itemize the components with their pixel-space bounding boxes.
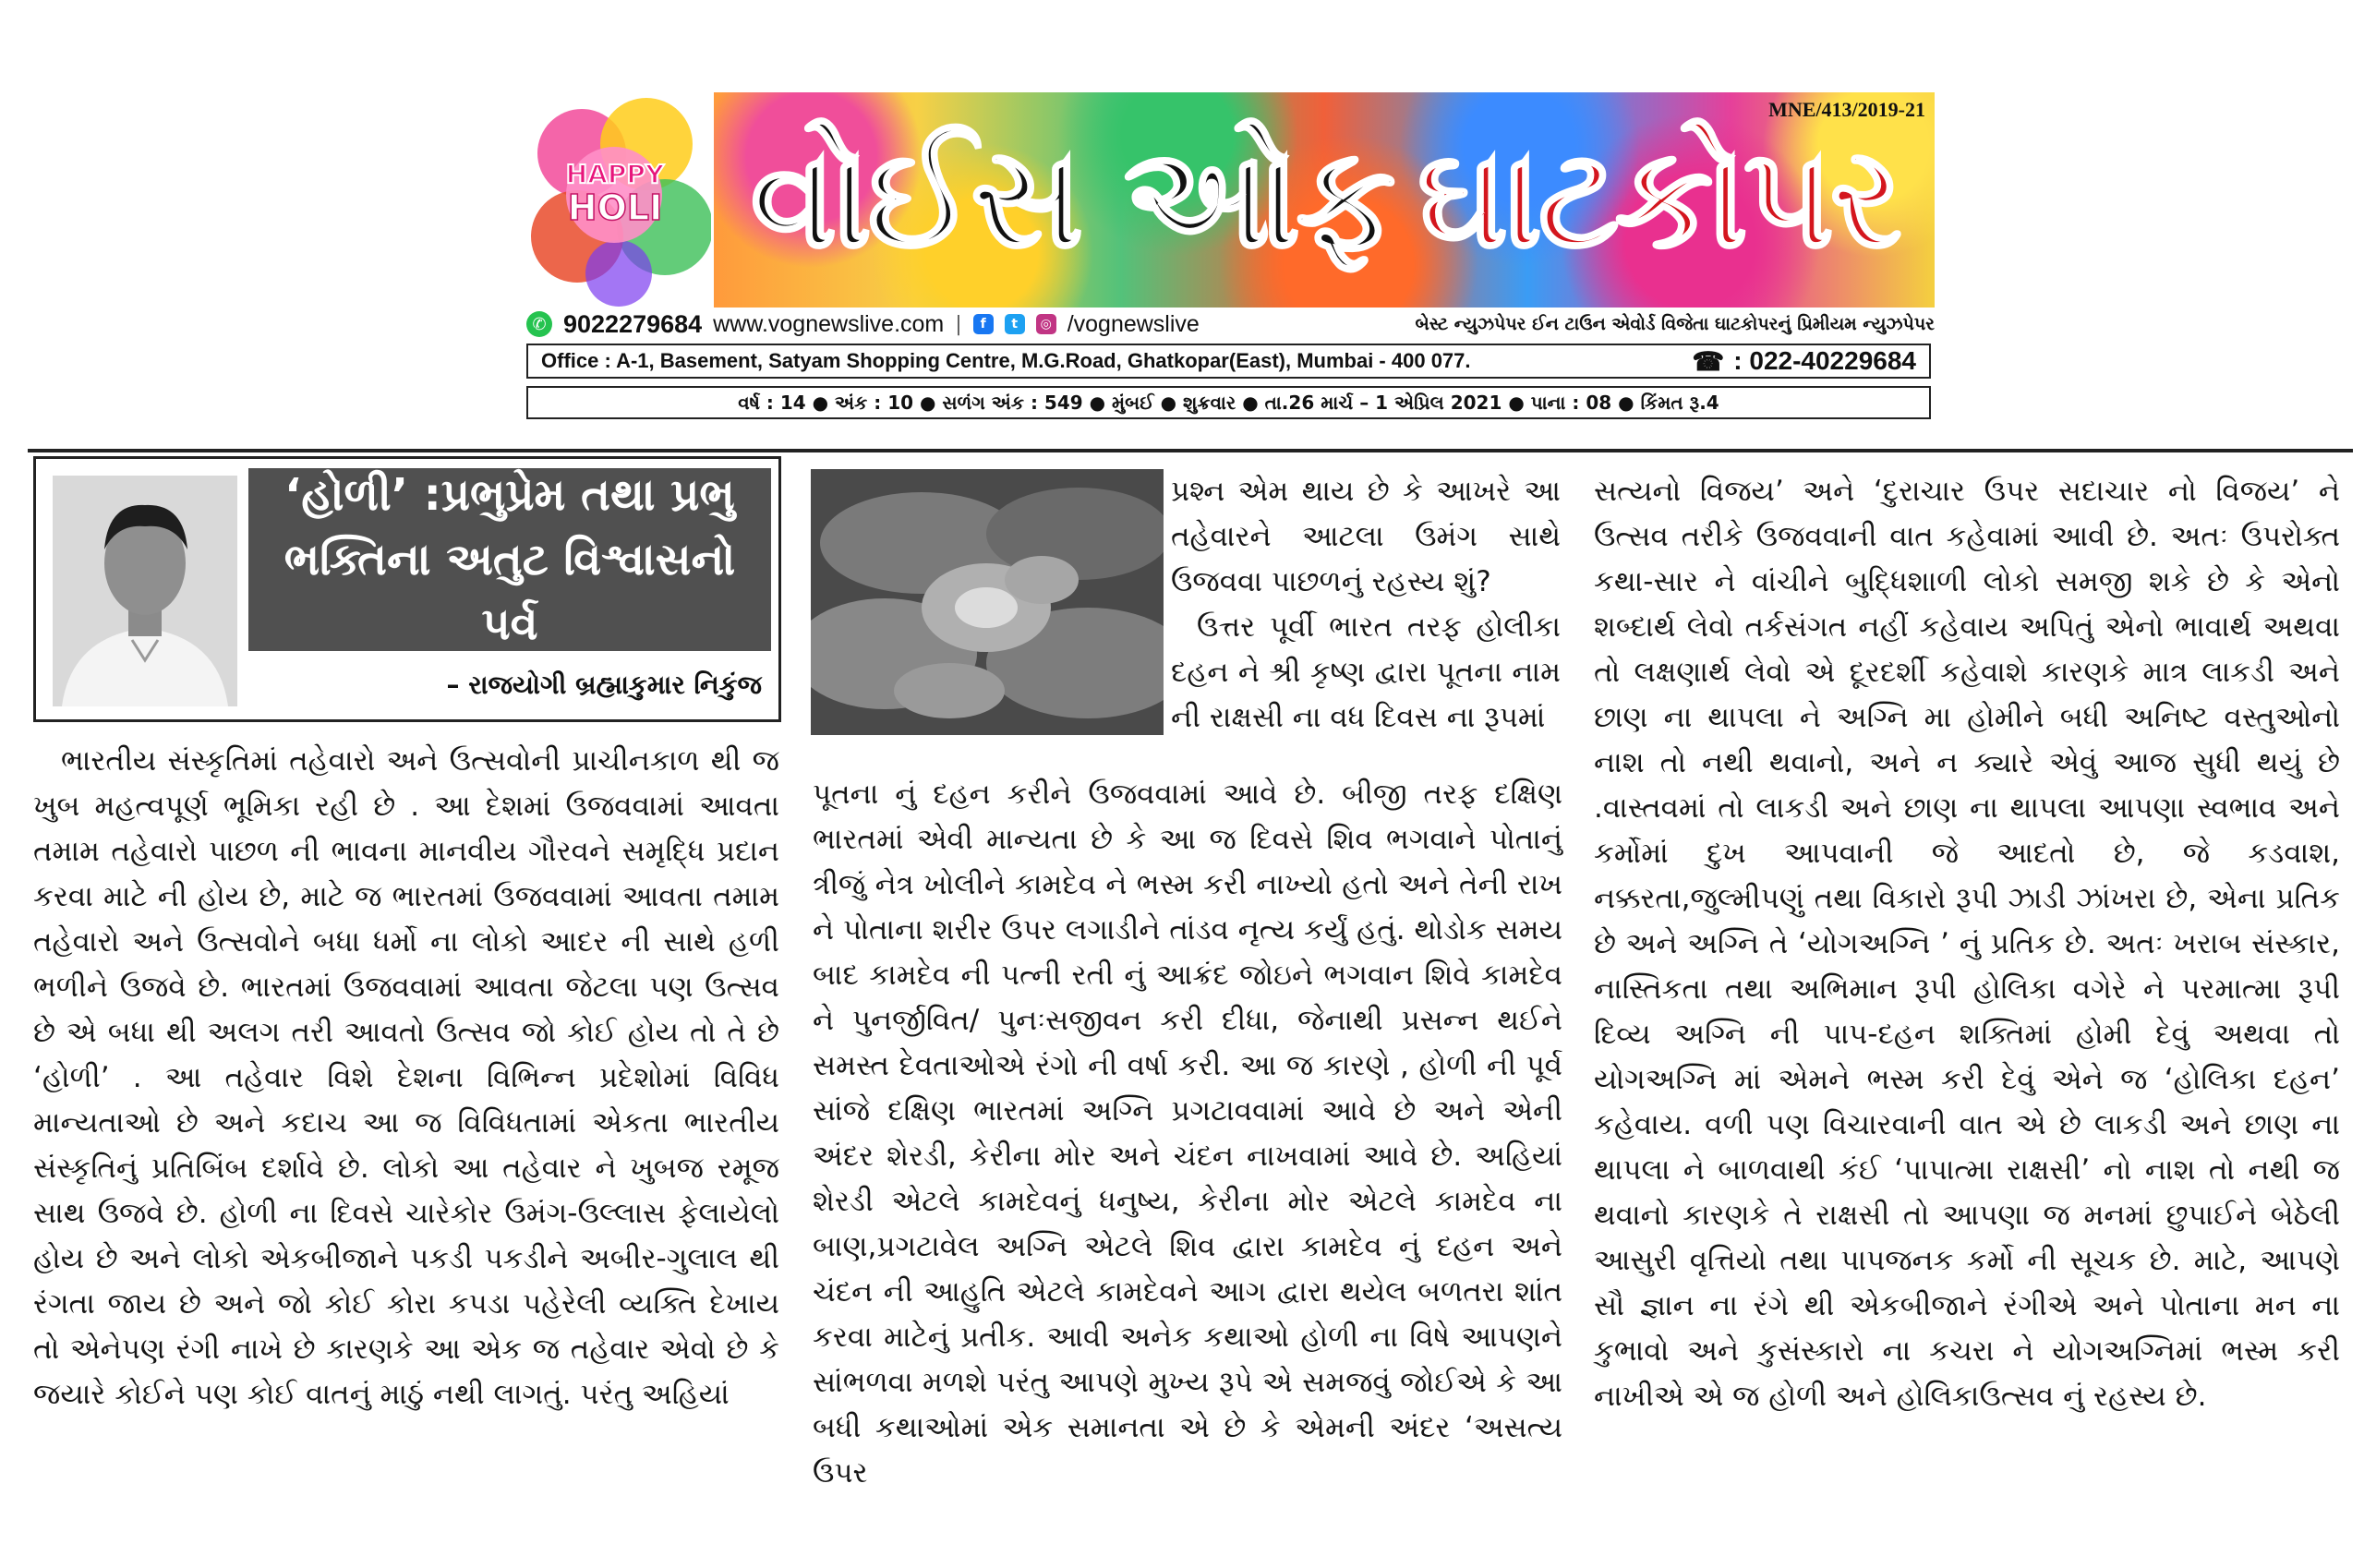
registration-number: MNE/413/2019-21 xyxy=(1768,98,1925,121)
article-title xyxy=(248,463,771,657)
website-link[interactable]: www.vognewslive.com xyxy=(713,310,945,337)
divider: | xyxy=(955,312,962,336)
holi-badge-top: HAPPY xyxy=(565,159,665,189)
horizontal-rule xyxy=(28,449,2353,452)
twitter-icon[interactable]: t xyxy=(1005,314,1025,334)
title-part-2: ઘાટકોપર xyxy=(1417,118,1899,279)
office-address-box xyxy=(526,344,1931,379)
article-title-line-1: ‘હોળી’ :પ્રભુપ્રેમ તથા પ્રભુ xyxy=(284,469,735,521)
title-part-1: વોઈસ ઓફ xyxy=(750,118,1393,279)
title-banner xyxy=(714,92,1935,308)
article-column-2-bottom: પૂતના નું દહન કરીને ઉજવવામાં આવે છે. બીજી તરફ દક્ષિણ ભારતમાં એવી માન્યતા છે કે આ જ દિવસે શિવ ભગવાને પોતાનું ત્રીજું નેત્ર ખોલીને કામદેવ ને ભસ્મ કરી નાખ્યો હતો અને તેની રાખ ને પોતાના શરીર ઉપર લગાડીને તાંડવ નૃત્ય કર્યું હતું. થોડોક સમય બાદ કામદેવ ની પત્ની રતી નું આક્રંદ જોઇને ભગવાન શિવે કામદેવ ને પુનર્જીવિત/ પુનઃસજીવન કરી દીધા, જેનાથી પ્રસન્ન થઈને સમસ્ત દેવતાઓએ રંગો ની વર્ષા કરી. આ જ કારણે , હોળી ની પૂર્વ સાંજે દક્ષિણ ભારતમાં અગ્નિ પ્રગટાવવામાં આવે છે અને એની અંદર શેરડી, કેરીના મોર અને ચંદન નાખવામાં આવે છે. અહિયાં શેરડી એટલે કામદેવનું ધનુષ્ય, કેરીના મોર એટલે કામદેવ ના બાણ,પ્રગટાવેલ અગ્નિ એટલે શિવ દ્વારા કામદેવ નું દહન અને ચંદન ની આહુતિ એટલે કામદેવને આગ દ્વારા થયેલ બળતરા શાંત કરવા માટેનું પ્રતીક. આવી અનેક કથાઓ હોળી ના વિષે આપણને સાંભળવા મળશે પરંતુ આપણે મુખ્ય રૂપે એ સમજવું જોઈએ કે આ બધી કથાઓમાં એક સમાનતા એ છે કે એમની અંદર ‘અસત્ય ઉપર xyxy=(813,778,1562,1490)
article-column-2-top xyxy=(1171,469,1561,741)
edition-line: વર્ષ : 14 ● અંક : 10 ● સળંગ અંક : 549 ● મુંબઈ ● શુક્રવાર ● તા.26 માર્ચ – 1 એપ્રિલ 2021 ● પાના : 08 ● કિંમત રૂ.4 xyxy=(738,392,1719,414)
edition-info-box xyxy=(526,386,1931,419)
office-phone-group xyxy=(1692,346,1916,377)
newspaper-title xyxy=(714,92,1935,308)
holi-badge-bottom: HOLI xyxy=(567,187,663,228)
author-byline: – રાજયોગી બ્રહ્માકુમાર નિકુંજ xyxy=(446,669,762,700)
masthead xyxy=(526,89,1935,414)
facebook-icon[interactable]: f xyxy=(973,314,994,334)
whatsapp-icon: ✆ xyxy=(526,311,552,337)
happy-holi-logo xyxy=(526,89,711,310)
office-phone[interactable]: : 022-40229684 xyxy=(1733,346,1916,375)
instagram-icon[interactable]: ◎ xyxy=(1036,314,1056,334)
social-handle[interactable]: /vognewslive xyxy=(1067,310,1200,337)
author-photo xyxy=(53,476,237,706)
article-title-panel xyxy=(248,468,771,651)
column-2-paragraph-2: ઉત્તર પૂર્વી ભારત તરફ હોલીકા દહન ને શ્રી કૃષ્ણ દ્વારા પૂતના નામ ની રાક્ષસી ના વધ દિવસ ના રૂપમાં xyxy=(1171,610,1561,734)
contact-row xyxy=(526,308,1935,340)
tagline: બેસ્ટ ન્યુઝપેપર ઈન ટાઉન એવોર્ડ વિજેતા ઘાટકોપરનું પ્રિમીયમ ન્યુઝપેપર xyxy=(1415,314,1935,334)
article-column-3: સત્યનો વિજય’ અને ‘દુરાચાર ઉપર સદાચાર નો વિજય’ ને ઉત્સવ તરીકે ઉજવવાની વાત કહેવામાં આવી છે. અતઃ ઉપરોક્ત કથા-સાર ને વાંચીને બુદ્ધિશાળી લોકો સમજી શકે છે કે એનો શબ્દાર્થ લેવો તર્કસંગત નહીં કહેવાય અપિતું એનો ભાવાર્થ અથવા તો લક્ષણાર્થ લેવો એ દૂરદર્શી કહેવાશે કારણકે માત્ર લાકડી અને છાણ ના થાપલા ને અગ્નિ મા હોમીને બધી અનિષ્ટ વસ્તુઓનો નાશ તો નથી થવાનો, અને ન ક્યારે એવું આજ સુધી થયું છે .વાસ્તવમાં તો લાકડી અને છાણ ના થાપલા આપણા સ્વભાવ અને કર્મોમાં દુખ આપવાની જે આદતો છે, જે કડવાશ, નક્કરતા,જુલ્મીપણું તથા વિકારો રૂપી ઝાડી ઝાંખરા છે, એના પ્રતિક છે અને અગ્નિ તે ‘યોગઅગ્નિ ’ નું પ્રતિક છે. અતઃ ખરાબ સંસ્કાર, નાસ્તિકતા તથા અભિમાન રૂપી હોલિકા વગેરે ને પરમાત્મા રૂપી દિવ્ય અગ્નિ ની પાપ-દહન શક્તિમાં હોમી દેવું અથવા તો યોગઅગ્નિ માં એમને ભસ્મ કરી દેવું એને જ ‘હોલિકા દહન’ કહેવાય. વળી પણ વિચારવાની વાત એ છે લાકડી અને છાણ ના થાપલા ને બાળવાથી કંઈ ‘પાપાત્મા રાક્ષસી’ નો નાશ તો નથી જ થવાનો કારણકે તે રાક્ષસી તો આપણા જ મનમાં છુપાઈને બેઠેલી આસુરી વૃત્તિયો તથા પાપજનક કર્મો ની સૂચક છે. માટે, આપણે સૌ જ્ઞાન ના રંગે થી એકબીજાને રંગીએ અને પોતાના મન ના કુભાવો અને કુસંસ્કારો ના કચરા ને યોગઅગ્નિમાં ભસ્મ કરી નાખીએ એ જ હોળી અને હોલિકાઉત્સવ નું રહસ્ય છે. xyxy=(1594,475,2340,1413)
whatsapp-phone[interactable]: 9022279684 xyxy=(563,309,703,338)
article-column-1: ભારતીય સંસ્કૃતિમાં તહેવારો અને ઉત્સવોની પ્રાચીનકાળ થી જ ખુબ મહત્વપૂર્ણ ભૂમિકા રહી છે . આ દેશમાં ઉજવવામાં આવતા તમામ તહેવારો પાછળ ની ભાવના માનવીય ગૌરવને સમૃદ્ધિ પ્રદાન કરવા માટે ની હોય છે, માટે જ ભારતમાં ઉજવવામાં આવતા તમામ તહેવારો અને ઉત્સવોને બધા ધર્મો ના લોકો આદર ની સાથે હળી ભળીને ઉજવે છે. ભારતમાં ઉજવવામાં આવતા જેટલા પણ ઉત્સવ છે એ બધા થી અલગ તરી આવતો ઉત્સવ જો કોઈ હોય તો તે છે ‘હોળી’ . આ તહેવાર વિશે દેશના વિભિન્ન પ્રદેશોમાં વિવિધ માન્યતાઓ છે અને કદાચ આ જ વિવિધતામાં એકતા ભારતીય સંસ્કૃતિનું પ્રતિબિંબ દર્શાવે છે. લોકો આ તહેવાર ને ખુબજ રમૂજ સાથ ઉજવે છે. હોળી ના દિવસે ચારેકોર ઉમંગ-ઉલ્લાસ ફેલાયેલો હોય છે અને લોકો એકબીજાને પકડી પકડીને અબીર-ગુલાલ થી રંગતા જાય છે અને જો કોઈ કોરા કપડા પહેરેલી વ્યક્તિ દેખાય તો એનેપણ રંગી નાખે છે કારણકે આ એક જ તહેવાર એવો છે કે જયારે કોઈને પણ કોઈ વાતનું માઠું નથી લાગતું. પરંતુ અહિયાં xyxy=(33,744,779,1411)
article-title-line-2: ભક્તિના અતુટ વિશ્વાસનો પર્વ xyxy=(283,534,736,650)
telephone-icon: ☎ xyxy=(1692,346,1725,376)
office-address: Office : A-1, Basement, Satyam Shopping Centre, M.G.Road, Ghatkopar(East), Mumbai - 400 077. xyxy=(541,349,1471,372)
column-2-paragraph-1: પ્રશ્ન એમ થાય છે કે આખરે આ તહેવારને આટલા ઉમંગ સાથે ઉજવવા પાછળનું રહસ્ય શું? xyxy=(1171,475,1561,598)
article-header-box xyxy=(33,456,781,722)
hands-with-colors-photo xyxy=(811,469,1164,735)
